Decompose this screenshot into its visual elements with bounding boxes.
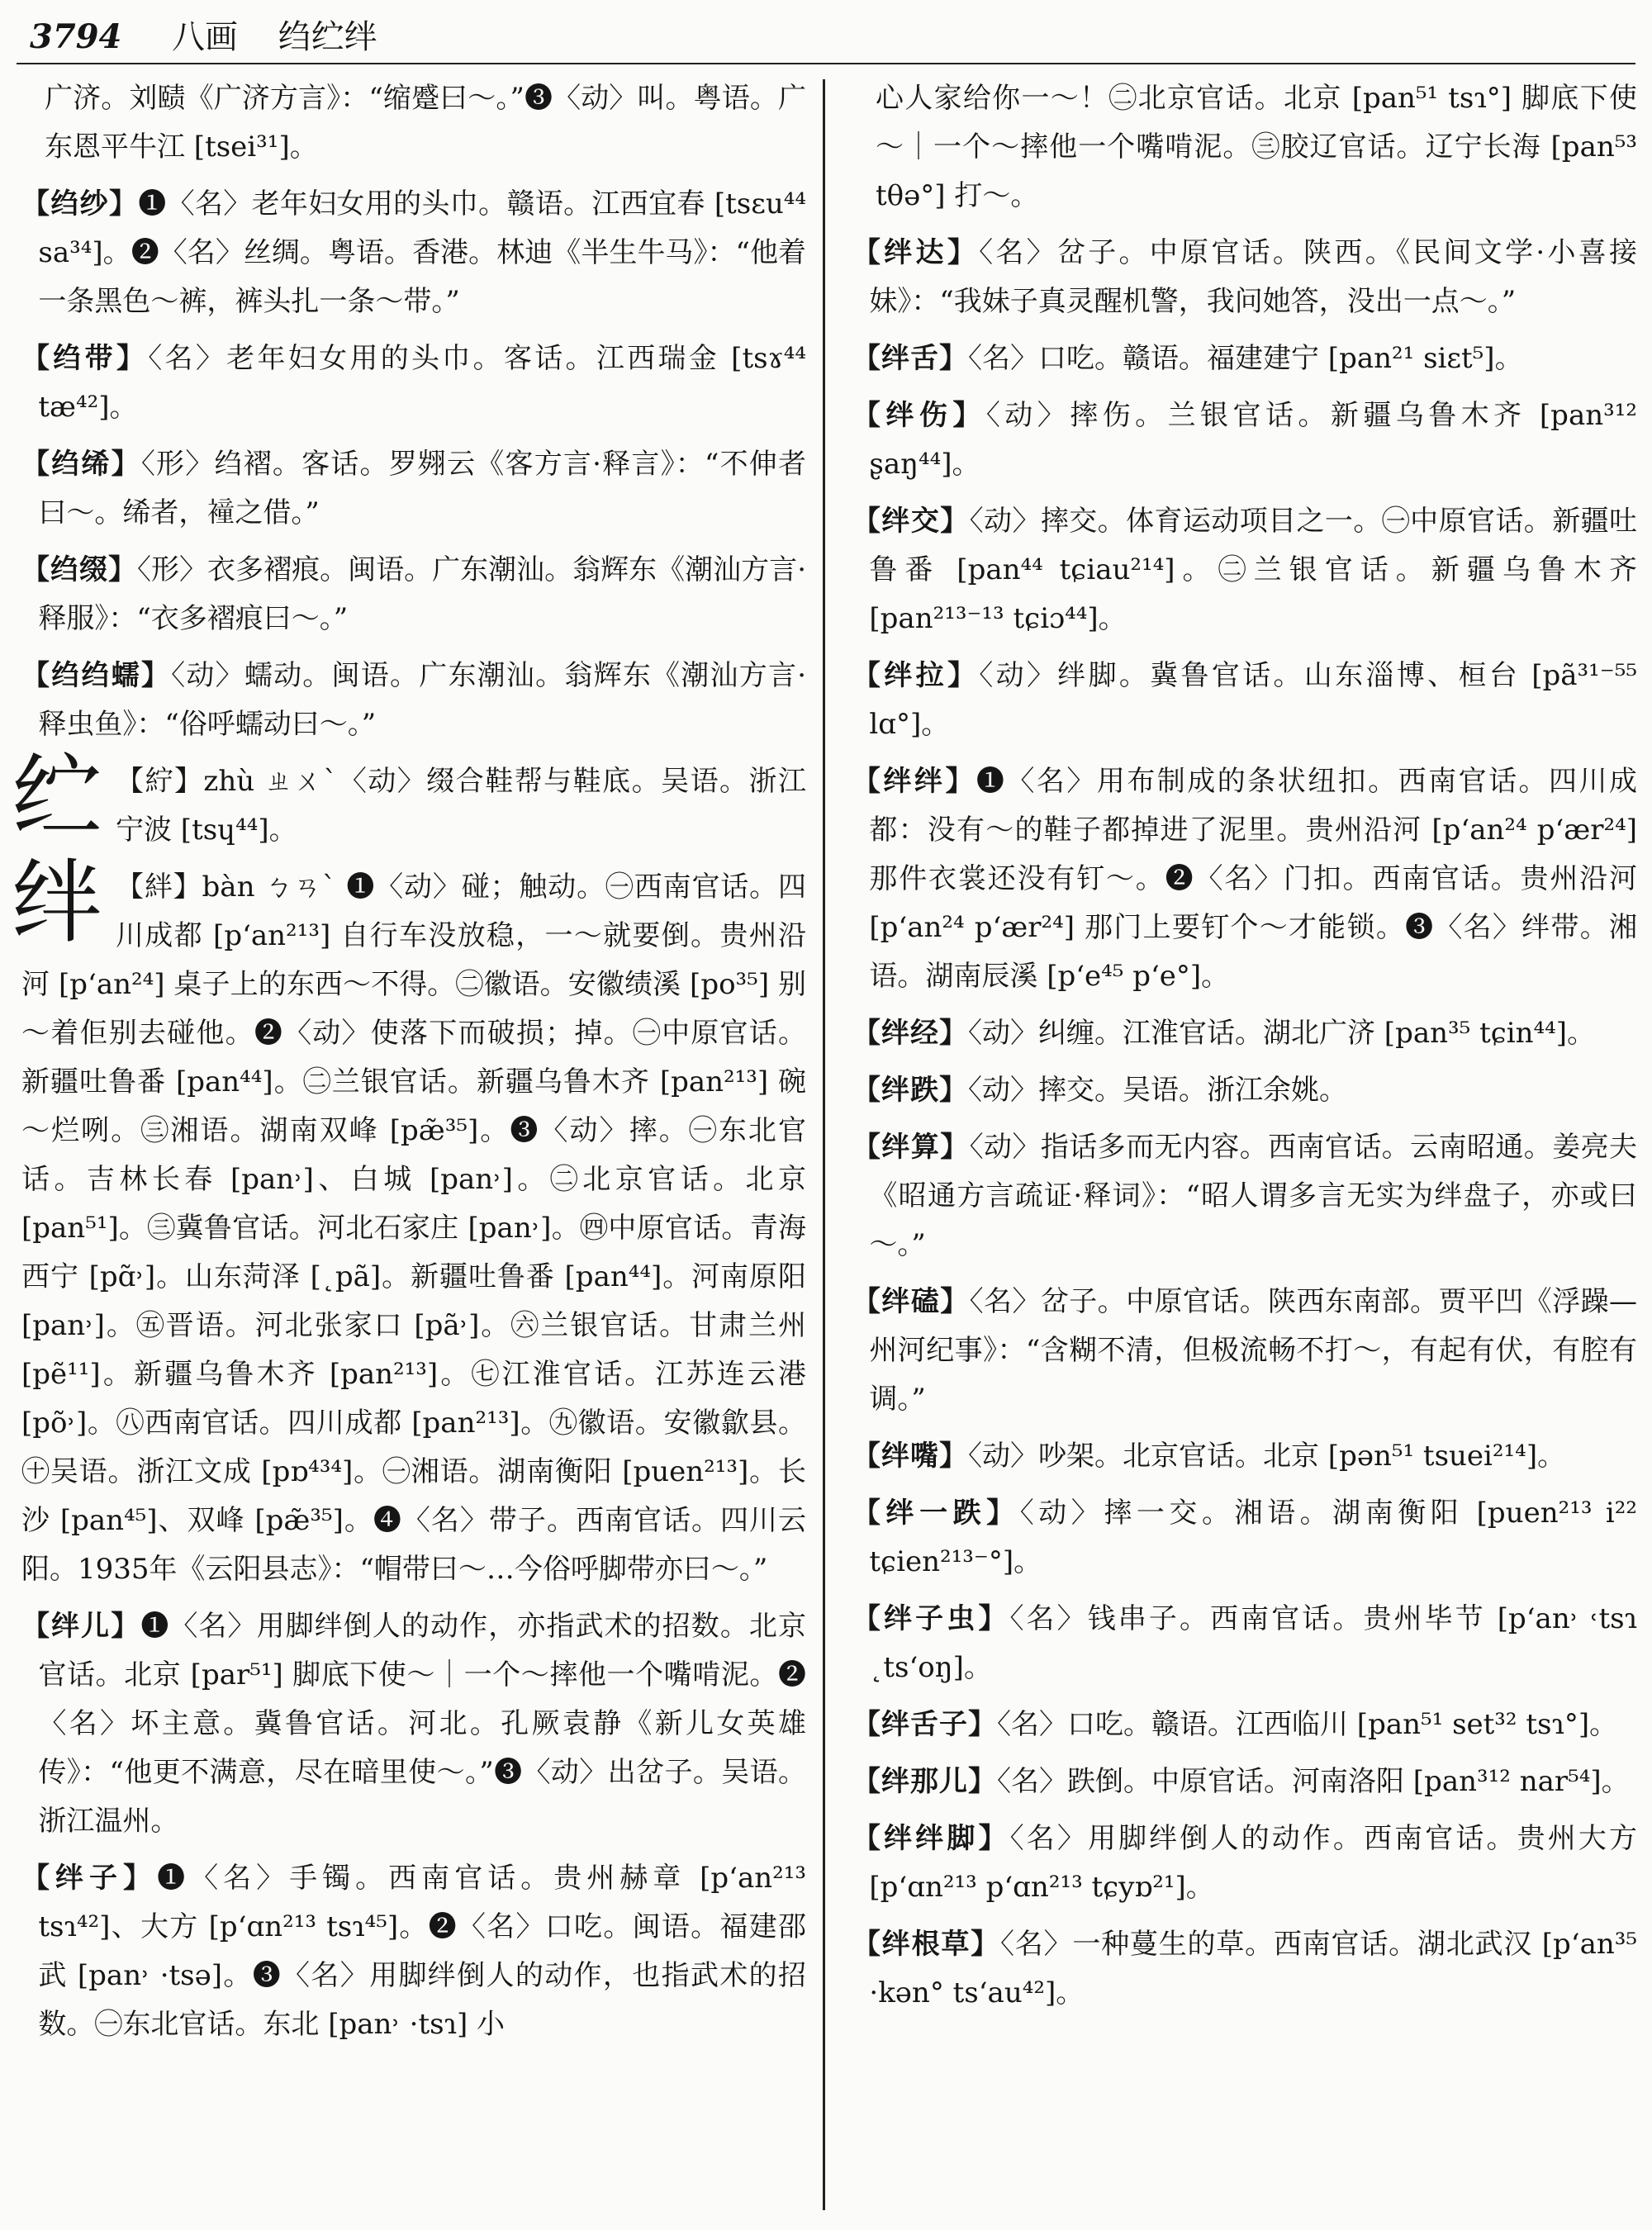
entry-text: 心人家给你一～！㊁北京官话。北京 [pan⁵¹ tsɿ°] 脚底下使～｜一个～摔他一个嘴啃泥。㊂胶辽官话。辽宁长海 [pan⁵³ tθə°] 打～。 bbox=[876, 82, 1637, 212]
dictionary-entry bbox=[852, 229, 1637, 326]
entry-text: 〈动〉摔交。体育运动项目之一。㊀中原官话。新疆吐鲁番 [pan⁴⁴ tɕiau²¹⁴]。㊁兰银官话。新疆乌鲁木齐 [pan²¹³⁻¹³ tɕiɔ⁴⁴]。 bbox=[869, 505, 1638, 635]
entry-text: 〈名〉岔子。中原官话。陕西。《民间文学·小喜接妹》：“我妹子真灵醒机警，我问她答，没出一点～。” bbox=[869, 236, 1637, 318]
dictionary-entry bbox=[852, 1815, 1637, 1912]
entry-text: 〈动〉摔伤。兰银官话。新疆乌鲁木齐 [pan³¹² ʂaŋ⁴⁴]。 bbox=[869, 399, 1637, 481]
dictionary-entry bbox=[852, 1009, 1637, 1058]
dictionary-entry bbox=[852, 1489, 1637, 1587]
header-rule bbox=[17, 63, 1635, 64]
entry-headword: 【绊达】 bbox=[852, 236, 980, 269]
dictionary-entry bbox=[852, 1758, 1637, 1806]
entry-headword: 【绊舌】 bbox=[852, 342, 968, 375]
entry-headword: 【绉纱】 bbox=[21, 187, 139, 221]
character-entry bbox=[12, 744, 806, 855]
dictionary-entry bbox=[852, 391, 1637, 489]
entry-text: 〈动〉绊脚。冀鲁官话。山东淄博、桓台 [pã³¹⁻⁵⁵ lɑ°]。 bbox=[869, 659, 1637, 741]
entry-text: 〈动〉纠缠。江淮官话。湖北广济 [pan³⁵ tɕin⁴⁴]。 bbox=[968, 1017, 1596, 1050]
entry-text: ❶〈名〉手镯。西南官话。贵州赫章 [p‘an²¹³ tsɿ⁴²]、大方 [p‘ɑn²¹³ tsɿ⁴⁵]。❷〈名〉口吃。闽语。福建邵武 [pan˒ ·tsə]。❸〈名〉用脚绊倒人的动作，也指武术的招数。㊀东北官话。东北 [pan˒ ·tsɿ] 小 bbox=[38, 1862, 807, 2041]
entry-headword: 【绊那儿】 bbox=[852, 1765, 997, 1798]
entry-text: 〈名〉口吃。赣语。江西临川 [pan⁵¹ set³² tsɿ°]。 bbox=[997, 1708, 1618, 1741]
entry-headword: 【绊绊脚】 bbox=[852, 1822, 1010, 1855]
entry-headword: 【绊绊】 bbox=[852, 765, 976, 798]
entry-headword: 【绊子】 bbox=[21, 1862, 158, 1895]
page-number: 3794 bbox=[30, 17, 122, 56]
dictionary-entry bbox=[852, 757, 1637, 1001]
entry-text: ❶〈名〉用布制成的条状纽扣。西南官话。四川成都：没有～的鞋子都掉进了泥里。贵州沿河 [p‘an²⁴ p‘ær²⁴] 那件衣裳还没有钉～。❷〈名〉门扣。西南官话。贵州沿河 [p‘an²⁴ p‘ær²⁴] 那门上要钉个～才能锁。❸〈名〉绊带。湘语。湖南辰溪 [p‘e⁴⁵ p‘e°]。 bbox=[869, 765, 1638, 993]
entry-continuation bbox=[852, 74, 1637, 221]
dictionary-entry bbox=[852, 334, 1637, 383]
dictionary-entry bbox=[21, 1602, 806, 1846]
dictionary-entry bbox=[852, 1278, 1637, 1424]
entry-headword: 【绉𫄨】 bbox=[21, 448, 141, 481]
entry-headword: 【绊一跌】 bbox=[852, 1497, 1020, 1530]
dictionary-entry bbox=[21, 180, 806, 326]
dictionary-entry bbox=[852, 1066, 1637, 1115]
entry-text: 〈名〉一种蔓生的草。西南官话。湖北武汉 [p‘an³⁵ ·kən° ts‘au⁴²]。 bbox=[869, 1928, 1637, 2009]
entry-headword: 【绊经】 bbox=[852, 1017, 968, 1050]
entry-text: ❶〈名〉用脚绊倒人的动作，亦指武术的招数。北京官话。北京 [par⁵¹] 脚底下使～｜一个～摔他一个嘴啃泥。❷〈名〉坏主意。冀鲁官话。河北。孔厥袁静《新儿女英雄传》：“他更不满意，尽在暗里使～。”❸〈动〉出岔子。吴语。浙江温州。 bbox=[38, 1610, 807, 1838]
character-headword: 绊 bbox=[12, 850, 102, 956]
entry-text: 广济。刘赜《广济方言》：“缩蹙曰～。”❸〈动〉叫。粤语。广东恩平牛江 [tsei³¹]。 bbox=[45, 82, 806, 164]
dictionary-entry bbox=[21, 652, 806, 749]
entry-text: 〈名〉岔子。中原官话。陕西东南部。贾平凹《浮躁—州河纪事》：“含糊不清，但极流畅不打～，有起有伏，有腔有调。” bbox=[869, 1285, 1638, 1416]
entry-text: 〈名〉口吃。赣语。福建建宁 [pan²¹ siɛt⁵]。 bbox=[968, 342, 1523, 375]
entry-headword: 【绊嘴】 bbox=[852, 1440, 968, 1473]
entry-text: 〈动〉吵架。北京官话。北京 [pən⁵¹ tsuei²¹⁴]。 bbox=[968, 1440, 1566, 1473]
entry-text: 〈名〉跌倒。中原官话。河南洛阳 [pan³¹² nar⁵⁴]。 bbox=[997, 1765, 1630, 1798]
entry-text: ❶〈名〉老年妇女用的头巾。赣语。江西宜春 [tsɛu⁴⁴ sa³⁴]。❷〈名〉丝绸。粤语。香港。林迪《半生牛马》：“他着一条黑色～裤，裤头扎一条～带。” bbox=[38, 187, 806, 318]
character-headword: 纻 bbox=[12, 744, 102, 850]
dictionary-entry bbox=[852, 1432, 1637, 1481]
entry-headword: 【绊磕】 bbox=[852, 1285, 970, 1318]
entry-text: 〈形〉绉褶。客话。罗翙云《客方言·释言》：“不伸者曰～。𫄨者，𧝎之借。” bbox=[38, 448, 806, 529]
entry-text: 【紵】zhù ㄓㄨˋ〈动〉缀合鞋帮与鞋底。吴语。浙江宁波 [tsɥ⁴⁴]。 bbox=[116, 765, 806, 847]
entry-headword: 【绊算】 bbox=[852, 1131, 970, 1164]
page-header bbox=[30, 17, 1622, 58]
dictionary-entry bbox=[21, 546, 806, 643]
dictionary-entry bbox=[21, 334, 806, 432]
entry-headword: 【绊舌子】 bbox=[852, 1708, 997, 1741]
entry-text: 〈形〉衣多褶痕。闽语。广东潮汕。翁辉东《潮汕方言·释服》：“衣多褶痕曰～。” bbox=[38, 553, 806, 635]
right-column bbox=[852, 74, 1637, 2222]
dictionary-entry bbox=[852, 1701, 1637, 1749]
entry-headword: 【绉绉蠕】 bbox=[21, 659, 172, 692]
entry-headword: 【绊跌】 bbox=[852, 1074, 968, 1107]
dictionary-entry bbox=[852, 1920, 1637, 2018]
dictionary-entry bbox=[21, 1854, 806, 2049]
dictionary-entry bbox=[852, 652, 1637, 749]
entry-headword: 【绊伤】 bbox=[852, 399, 986, 432]
entry-headword: 【绉带】 bbox=[21, 342, 149, 375]
entry-headword: 【绉缀】 bbox=[21, 553, 138, 586]
section-label: 八画 bbox=[172, 18, 239, 56]
dictionary-entry bbox=[852, 497, 1637, 643]
guide-characters: 绉纻绊 bbox=[278, 18, 377, 56]
dictionary-entry bbox=[852, 1595, 1637, 1692]
entry-continuation bbox=[21, 74, 806, 172]
entry-text: 〈动〉指话多而无内容。西南官话。云南昭通。姜亮夫《昭通方言疏证·释词》：“昭人谓多言无实为绊盘子，亦或曰～。” bbox=[869, 1131, 1638, 1261]
entry-headword: 【绊根草】 bbox=[852, 1928, 1000, 1961]
entry-headword: 【绊子虫】 bbox=[852, 1602, 1010, 1635]
entry-headword: 【绊儿】 bbox=[21, 1610, 141, 1643]
dictionary-entry bbox=[852, 1123, 1637, 1269]
entry-text: 〈动〉蠕动。闽语。广东潮汕。翁辉东《潮汕方言·释虫鱼》：“俗呼蠕动曰～。” bbox=[38, 659, 807, 741]
entry-text: 〈名〉老年妇女用的头巾。客话。江西瑞金 [tsɤ⁴⁴ tæ⁴²]。 bbox=[38, 342, 806, 424]
entry-headword: 【绊交】 bbox=[852, 505, 970, 538]
entry-text: 〈名〉用脚绊倒人的动作。西南官话。贵州大方 [p‘ɑn²¹³ p‘ɑn²¹³ tɕyɒ²¹]。 bbox=[869, 1822, 1638, 1904]
entry-headword: 【绊拉】 bbox=[852, 659, 980, 692]
character-entry bbox=[12, 850, 806, 1594]
entry-text: 〈名〉钱串子。西南官话。贵州毕节 [p‘an˒ ˓tsɿ ˛ts‘oŋ]。 bbox=[869, 1602, 1637, 1684]
column-divider bbox=[823, 79, 825, 2210]
dictionary-entry bbox=[21, 440, 806, 538]
entry-text: 〈动〉摔一交。湘语。湖南衡阳 [puen²¹³ i²² tɕien²¹³⁻°]。 bbox=[869, 1497, 1637, 1578]
entry-text: 〈动〉摔交。吴语。浙江余姚。 bbox=[968, 1074, 1347, 1107]
entry-text: 【絆】bàn ㄅㄢˋ ❶〈动〉碰；触动。㊀西南官话。四川成都 [p‘an²¹³] 自行车没放稳，一～就要倒。贵州沿河 [p‘an²⁴] 桌子上的东西～不得。㊁徽语。安徽绩溪 [po³⁵] 别～着佢别去碰他。❷〈动〉使落下而破损；掉。㊀中原官话。新疆吐鲁番 [pan⁴⁴]。㊁兰银官话。新疆乌鲁木齐 [pan²¹³] 碗～烂咧。㊂湘语。湖南双峰 [pæ̃³⁵]。❸〈动〉摔。㊀东北官话。吉林长春 [pan˒]、白城 [pan˒]。㊁北京官话。北京 [pan⁵¹]。㊂冀鲁官话。河北石家庄 [pan˒]。㊃中原官话。青海西宁 [pɑ̃˒]。山东菏泽 [˛pã]。新疆吐鲁番 [pan⁴⁴]。河南原阳 [pan˒]。㊄晋语。河北张家口 [pã˒]。㊅兰银官话。甘肃兰州 [pẽ¹¹]。新疆乌鲁木齐 [pan²¹³]。㊆江淮官话。江苏连云港 [põ˒]。㊇西南官话。四川成都 [pan²¹³]。㊈徽语。安徽歙县。㊉吴语。浙江文成 [pɒ⁴³⁴]。㊀湘语。湖南衡阳 [puen²¹³]。长沙 [pan⁴⁵]、双峰 [pæ̃³⁵]。❹〈名〉带子。西南官话。四川云阳。1935年《云阳县志》：“帽带曰～…今俗呼脚带亦曰～。” bbox=[21, 871, 806, 1586]
left-column bbox=[12, 74, 807, 2222]
